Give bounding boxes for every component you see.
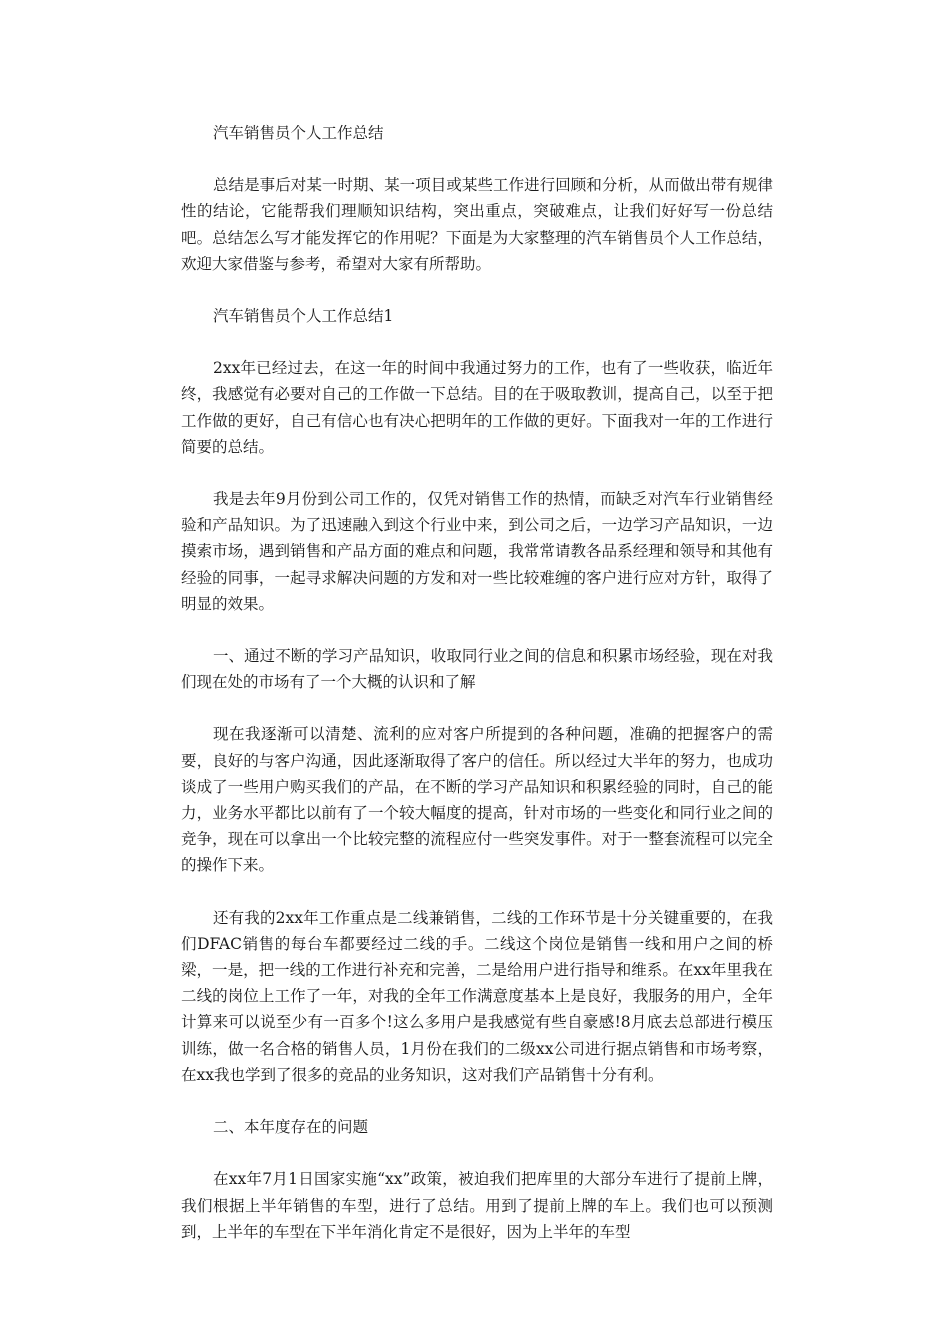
body-paragraph: 现在我逐渐可以清楚、流利的应对客户所提到的各种问题，准确的把握客户的需要，良好的与客户沟通，因此逐渐取得了客户的信任。所以经过大半年的努力，也成功谈成了一些用户购买我们的产品，在不断的学习产品知识和积累经验的同时，自己的能力，业务水平都比以前有了一个较大幅度的提高，针对市场的一些变化和同行业之间的竞争，现在可以拿出一个比较完整的流程应付一些突发事件。对于一整套流程可以完全的操作下来。 [181,725,773,875]
subsection-heading: 一、通过不断的学习产品知识，收取同行业之间的信息和积累市场经验，现在对我们现在处的市场有了一个大概的认识和了解 [181,647,773,692]
body-paragraph: 还有我的2xx年工作重点是二线兼销售，二线的工作环节是十分关键重要的，在我们DFAC销售的每台车都要经过二线的手。二线这个岗位是销售一线和用户之间的桥梁，一是，把一线的工作进行补充和完善，二是给用户进行指导和维系。在xx年里我在二线的岗位上工作了一年，对我的全年工作满意度基本上是良好，我服务的用户，全年计算来可以说至少有一百多个!这么多用户是我感觉有些自豪感!8月底去总部进行模压训练，做一名合格的销售人员，1月份在我们的二级xx公司进行据点销售和市场考察，在xx我也学到了很多的竞品的业务知识，这对我们产品销售十分有利。 [181,908,773,1084]
document-page [181,120,773,1245]
body-paragraph: 在xx年7月1日国家实施“xx”政策，被迫我们把库里的大部分车进行了提前上牌，我们根据上半年销售的车型，进行了总结。用到了提前上牌的车上。我们也可以预测到，上半年的车型在下半年消化肯定不是很好，因为上半年的车型 [181,1170,773,1241]
intro-paragraph: 总结是事后对某一时期、某一项目或某些工作进行回顾和分析，从而做出带有规律性的结论，它能帮我们理顺知识结构，突出重点，突破难点，让我们好好写一份总结吧。总结怎么写才能发挥它的作用呢？下面是为大家整理的汽车销售员个人工作总结，欢迎大家借鉴与参考，希望对大家有所帮助。 [181,176,773,273]
body-paragraph: 我是去年9月份到公司工作的，仅凭对销售工作的热情，而缺乏对汽车行业销售经验和产品知识。为了迅速融入到这个行业中来，到公司之后，一边学习产品知识，一边摸索市场，遇到销售和产品方面的难点和问题，我常常请教各品系经理和领导和其他有经验的同事，一起寻求解决问题的方发和对一些比较难缠的客户进行应对方针，取得了明显的效果。 [181,490,773,613]
subsection-heading: 二、本年度存在的问题 [213,1118,369,1137]
document-title: 汽车销售员个人工作总结 [213,124,384,142]
body-paragraph: 2xx年已经过去，在这一年的时间中我通过努力的工作，也有了一些收获，临近年终，我感觉有必要对自己的工作做一下总结。目的在于吸取教训，提高自己，以至于把工作做的更好，自己有信心也有决心把明年的工作做的更好。下面我对一年的工作进行简要的总结。 [181,359,773,456]
section-heading: 汽车销售员个人工作总结1 [213,307,394,326]
